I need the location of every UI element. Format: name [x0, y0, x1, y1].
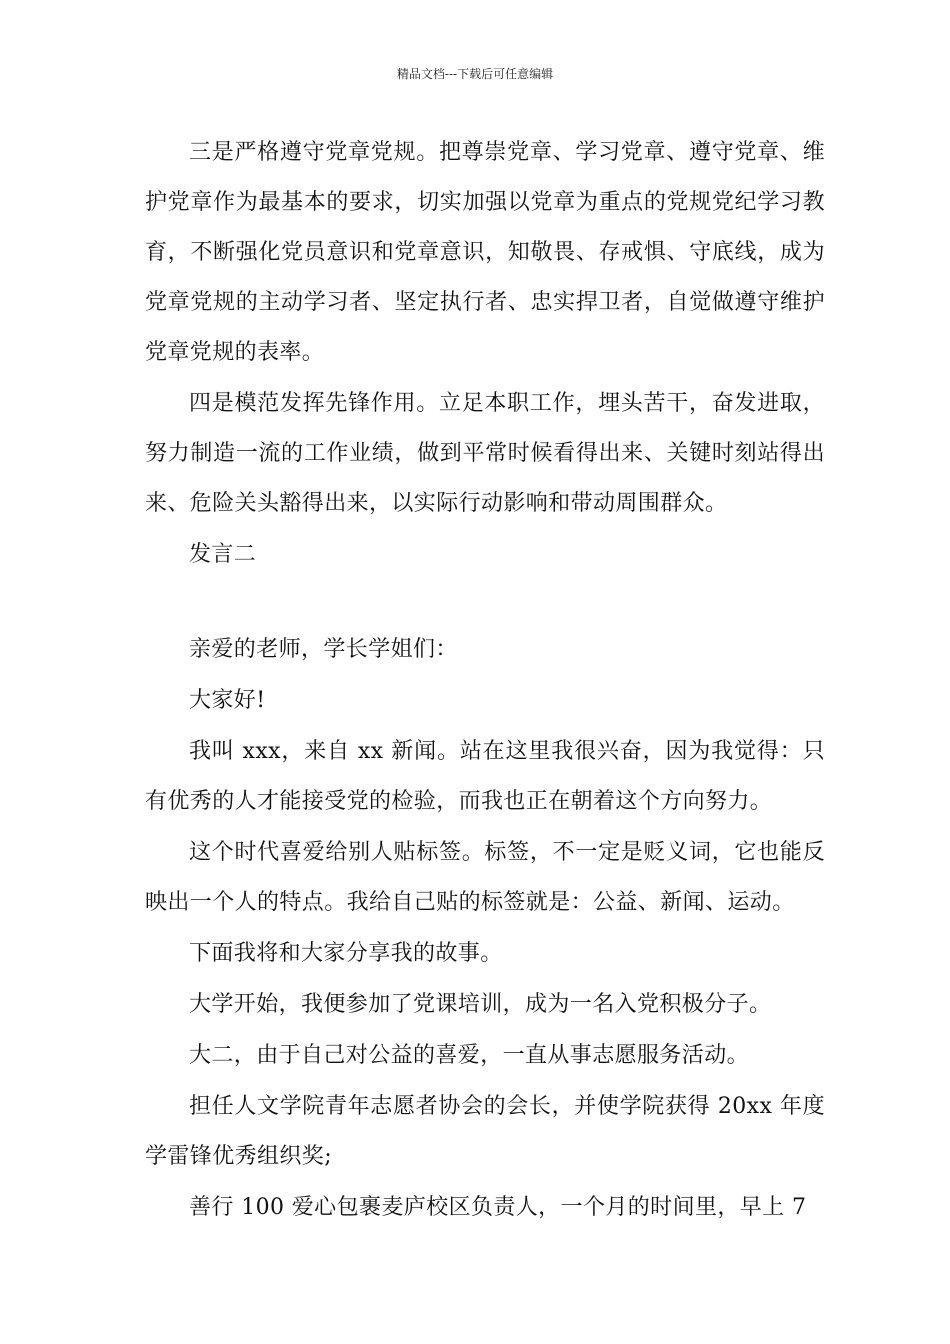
paragraph-introduction: 我叫 xxx，来自 xx 新闻。站在这里我很兴奋，因为我觉得：只有优秀的人才能接受党的检验，而我也正在朝着这个方向努力。 — [145, 739, 825, 814]
paragraph-story-intro: 下面我将和大家分享我的故事。 — [189, 941, 503, 966]
greeting: 大家好! — [189, 688, 266, 713]
paragraph-labels: 这个时代喜爱给别人贴标签。标签，不一定是贬义词，它也能反映出一个人的特点。我给自己贴的标签就是：公益、新闻、运动。 — [145, 840, 825, 915]
salutation: 亲爱的老师，学长学姐们： — [189, 637, 458, 662]
page-header — [0, 66, 950, 82]
header-text: 精品文档---下载后可任意编辑 — [396, 67, 554, 81]
paragraph-point-three: 三是严格遵守党章党规。把尊崇党章、学习党章、遵守党章、维护党章作为最基本的要求，切实加强以党章为重点的党规党纪学习教育，不断强化党员意识和党章意识，知敬畏、存戒惧、守底线，成为党章党规的主动学习者、坚定执行者、忠实捍卫者，自觉做遵守维护党章党规的表率。 — [145, 140, 825, 365]
paragraph-party-training: 大学开始，我便参加了党课培训，成为一名入党积极分子。 — [189, 992, 772, 1017]
document-body — [145, 128, 825, 1234]
section-heading-speech-two: 发言二 — [189, 542, 257, 567]
paragraph-volunteer-president: 担任人文学院青年志愿者协会的会长，并使学院获得 20xx 年度学雷锋优秀组织奖; — [145, 1094, 825, 1169]
paragraph-volunteer-service: 大二，由于自己对公益的喜爱，一直从事志愿服务活动。 — [189, 1043, 750, 1068]
paragraph-charity-package: 善行 100 爱心包裹麦庐校区负责人，一个月的时间里，早上 7 — [189, 1195, 807, 1220]
section-gap — [145, 581, 825, 625]
paragraph-point-four: 四是模范发挥先锋作用。立足本职工作，埋头苦干，奋发进取，努力制造一流的工作业绩，做到平常时候看得出来、关键时刻站得出来、危险关头豁得出来，以实际行动影响和带动周围群众。 — [145, 391, 825, 516]
